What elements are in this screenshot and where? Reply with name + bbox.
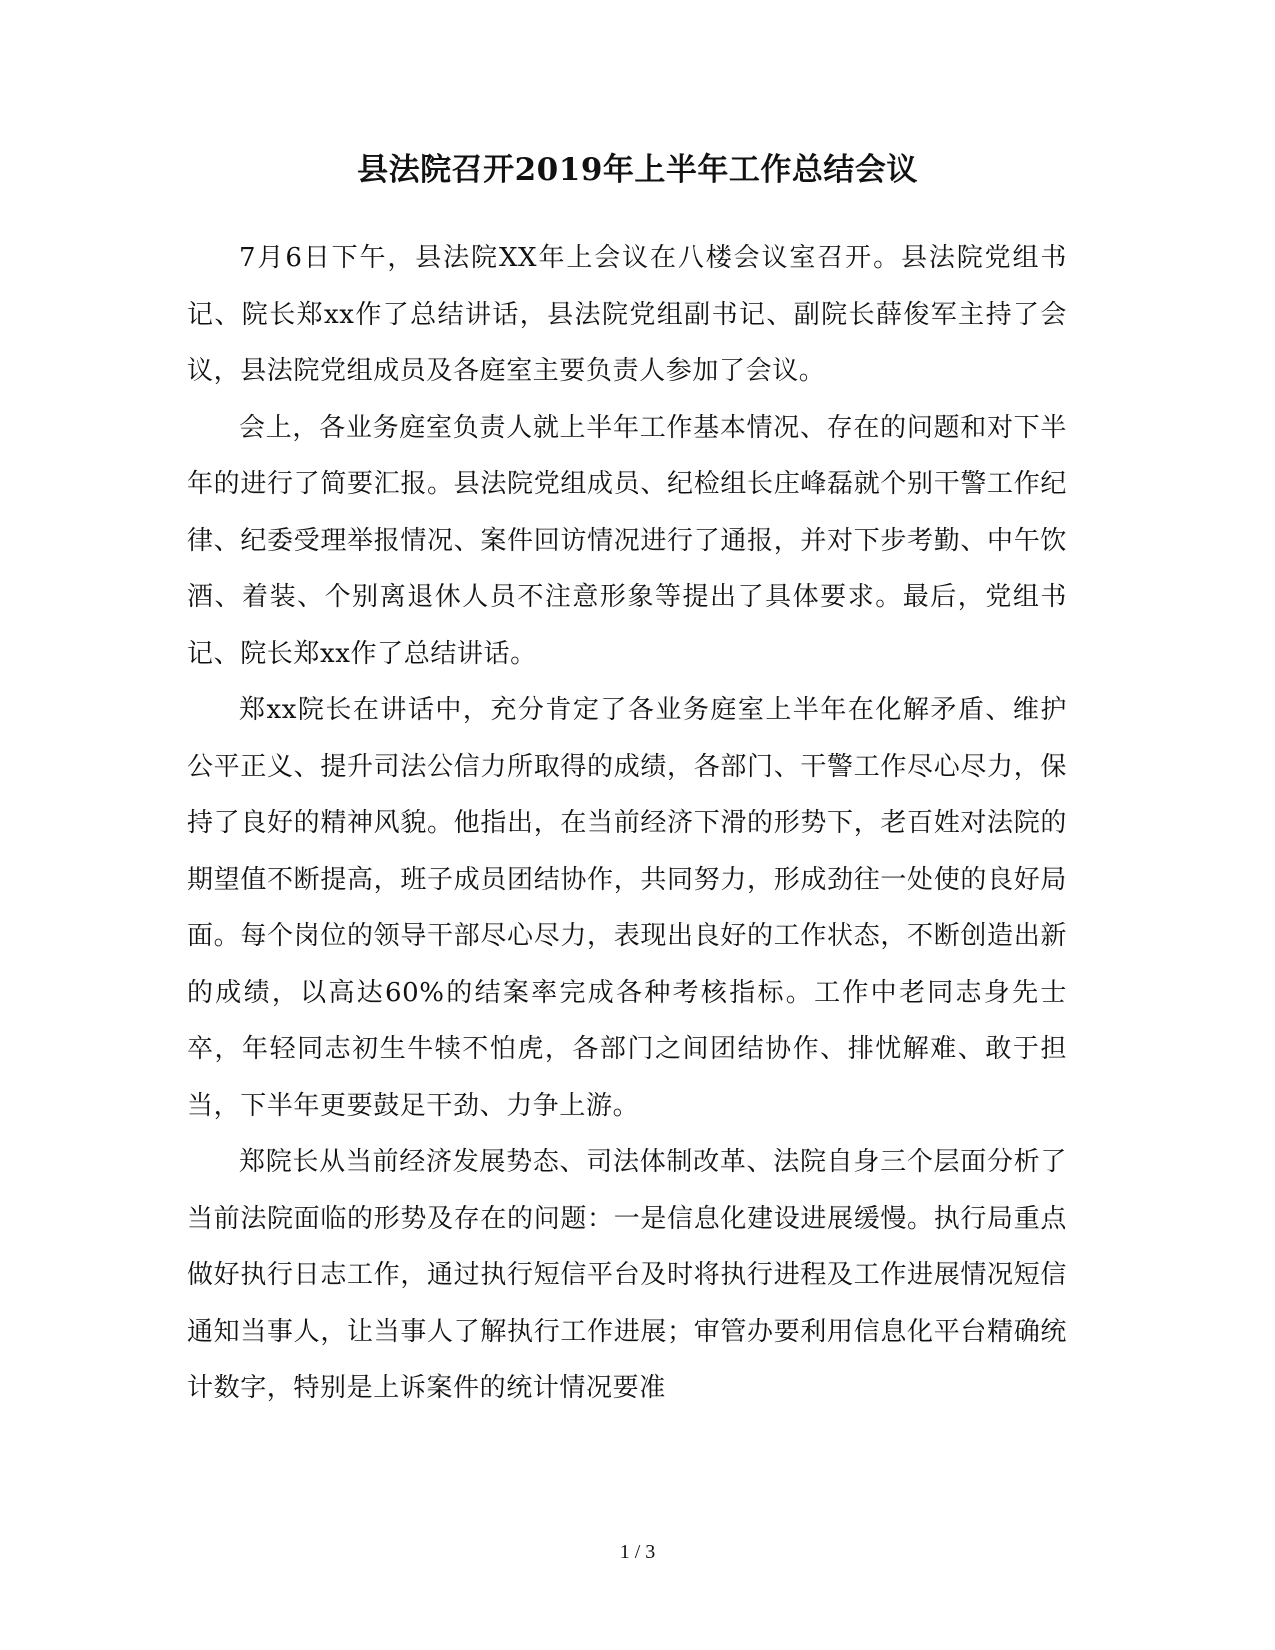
document-body — [187, 230, 1067, 1417]
paragraph-department-reports: 会上，各业务庭室负责人就上半年工作基本情况、存在的问题和对下半年的进行了简要汇报。县法院党组成员、纪检组长庄峰磊就个别干警工作纪律、纪委受理举报情况、案件回访情况进行了通报，并对下步考勤、中午饮酒、着装、个别离退休人员不注意形象等提出了具体要求。最后，党组书记、院长郑xx作了总结讲话。 — [187, 412, 1067, 669]
paragraph-meeting-overview: 7月6日下午，县法院XX年上会议在八楼会议室召开。县法院党组书记、院长郑xx作了总结讲话，县法院党组副书记、副院长薛俊军主持了会议，县法院党组成员及各庭室主要负责人参加了会议。 — [187, 243, 1067, 386]
document-title: 县法院召开2019年上半年工作总结会议 — [357, 152, 918, 188]
paragraph-president-speech: 郑xx院长在讲话中，充分肯定了各业务庭室上半年在化解矛盾、维护公平正义、提升司法公信力所取得的成绩，各部门、干警工作尽心尽力，保持了良好的精神风貌。他指出，在当前经济下滑的形势下，老百姓对法院的期望值不断提高，班子成员团结协作，共同努力，形成劲往一处使的良好局面。每个岗位的领导干部尽心尽力，表现出良好的工作状态，不断创造出新的成绩，以高达60%的结案率完成各种考核指标。工作中老同志身先士卒，年轻同志初生牛犊不怕虎，各部门之间团结协作、排忧解难、敢于担当，下半年更要鼓足干劲、力争上游。 — [187, 695, 1067, 1121]
page-number: 1 / 3 — [619, 1541, 656, 1563]
paragraph-situation-analysis: 郑院长从当前经济发展势态、司法体制改革、法院自身三个层面分析了当前法院面临的形势及存在的问题：一是信息化建设进展缓慢。执行局重点做好执行日志工作，通过执行短信平台及时将执行进程及工作进展情况短信通知当事人，让当事人了解执行工作进展；审管办要利用信息化平台精确统计数字，特别是上诉案件的统计情况要准 — [187, 1147, 1067, 1403]
